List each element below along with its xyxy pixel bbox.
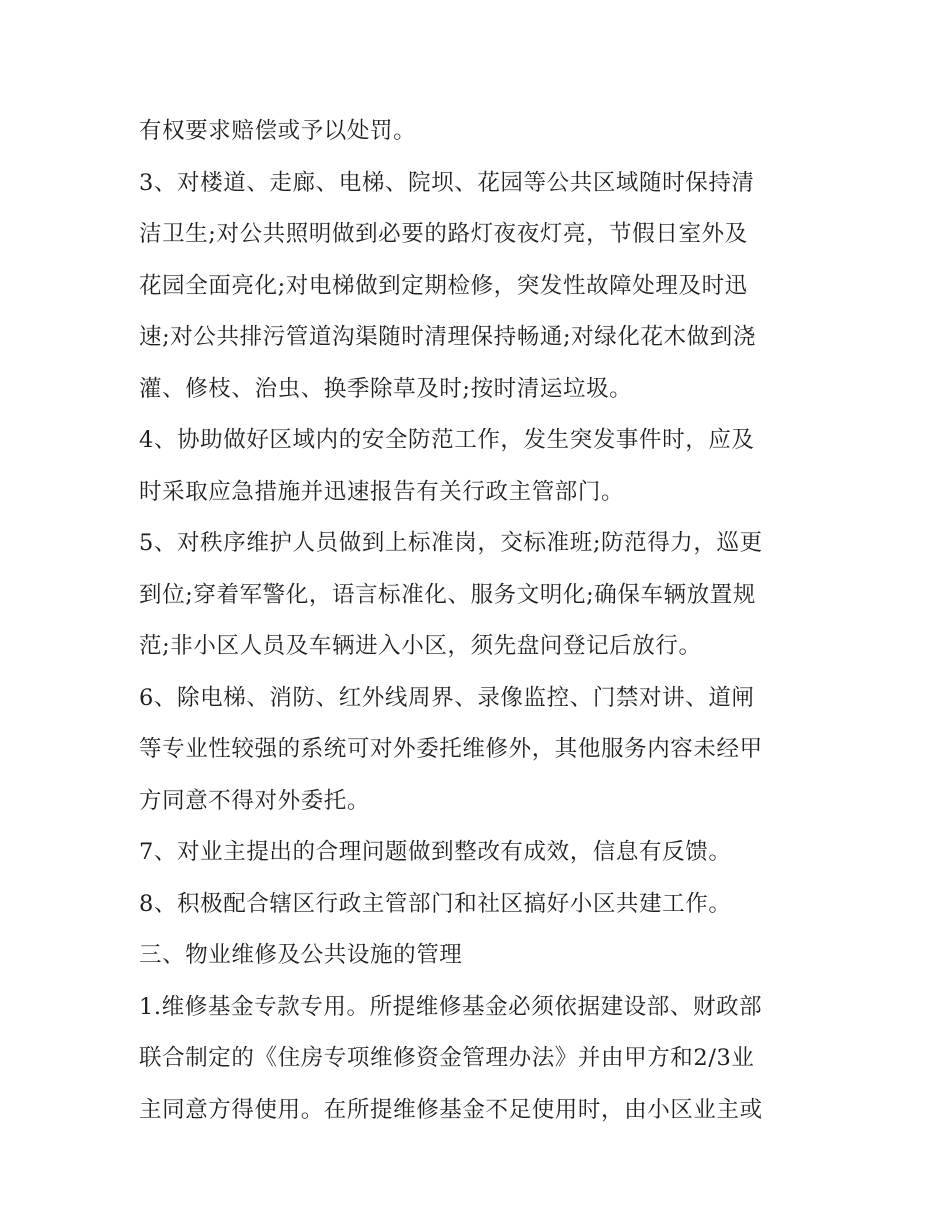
text-line: 灌、修枝、治虫、换季除草及时;按时清运垃圾。 (139, 375, 633, 402)
text-line: 3、对楼道、走廊、电梯、院坝、花园等公共区域随时保持清 (139, 169, 755, 196)
text-line: 到位;穿着军警化，语言标准化、服务文明化;确保车辆放置规 (139, 581, 756, 608)
text-line: 主同意方得使用。在所提维修基金不足使用时，由小区业主或 (139, 1096, 763, 1123)
text-line: 有权要求赔偿或予以处罚。 (139, 118, 417, 144)
document-body (139, 106, 819, 1136)
text-line: 7、对业主提出的合理问题做到整改有成效，信息有反馈。 (139, 839, 732, 865)
text-line: 范;非小区人员及车辆进入小区，须先盘问登记后放行。 (139, 633, 702, 659)
text-line: 速;对公共排污管道沟渠随时清理保持畅通;对绿化花木做到浇 (139, 324, 756, 350)
text-line: 1.维修基金专款专用。所提维修基金必须依据建设部、财政部 (139, 993, 763, 1020)
text-line: 8、积极配合辖区行政主管部门和社区搞好小区共建工作。 (139, 890, 732, 917)
section-heading: 三、物业维修及公共设施的管理 (139, 942, 463, 968)
text-line: 4、协助做好区域内的安全防范工作，发生突发事件时，应及 (139, 427, 755, 453)
text-line: 等专业性较强的系统可对外委托维修外，其他服务内容未经甲 (139, 736, 763, 762)
text-line: 方同意不得对外委托。 (139, 787, 371, 814)
text-line: 花园全面亮化;对电梯做到定期检修，突发性故障处理及时迅 (139, 272, 748, 299)
text-line: 时采取应急措施并迅速报告有关行政主管部门。 (139, 478, 625, 505)
text-line: 5、对秩序维护人员做到上标准岗，交标准班;防范得力，巡更 (139, 530, 763, 556)
text-line: 6、除电梯、消防、红外线周界、录像监控、门禁对讲、道闸 (139, 684, 755, 711)
text-line: 洁卫生;对公共照明做到必要的路灯夜夜灯亮，节假日室外及 (139, 221, 748, 247)
text-line: 联合制定的《住房专项维修资金管理办法》并由甲方和2/3业 (139, 1045, 755, 1071)
